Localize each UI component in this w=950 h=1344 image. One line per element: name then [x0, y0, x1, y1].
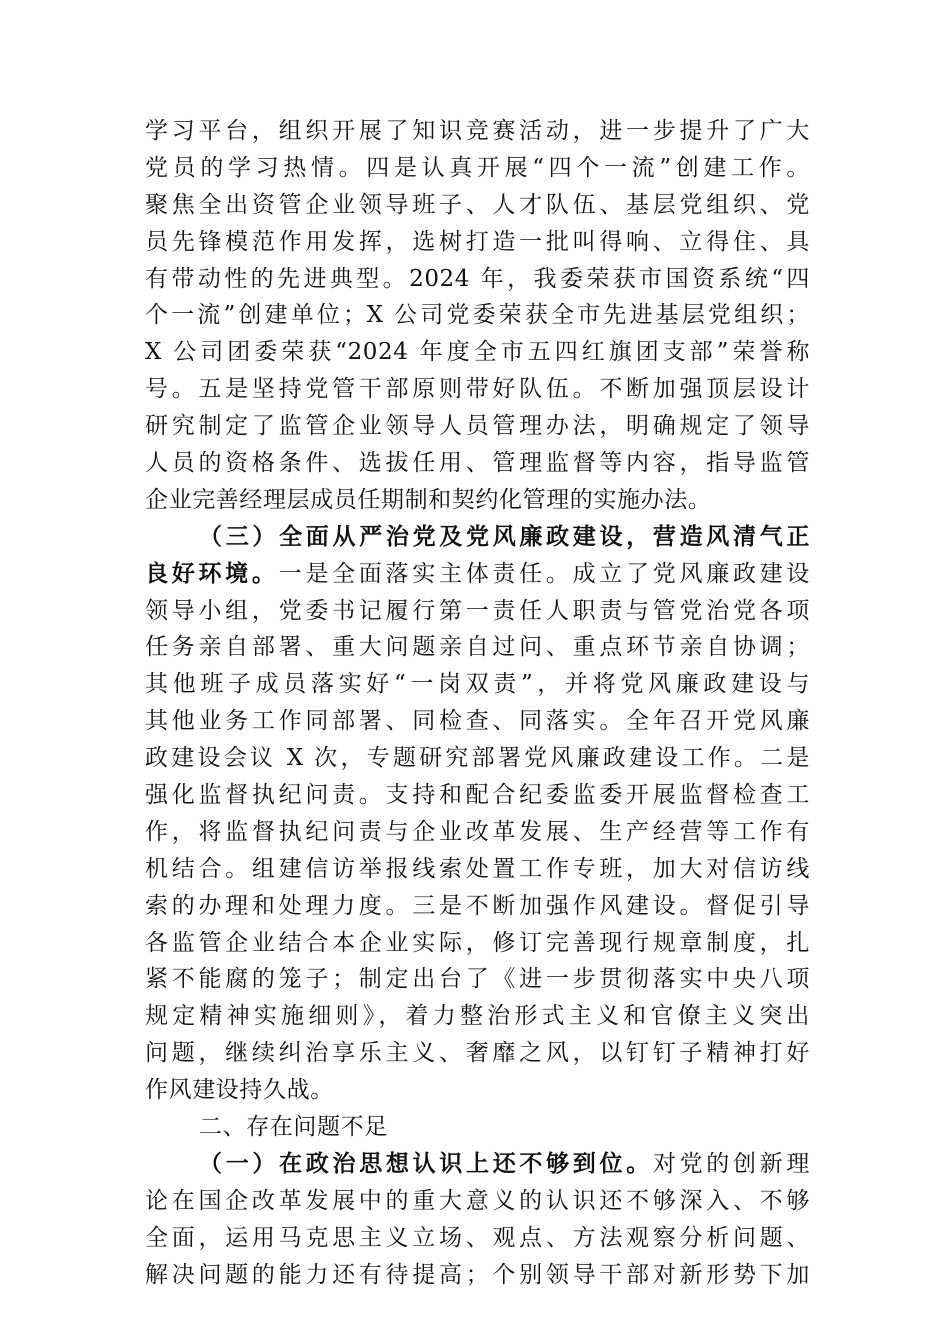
text-line: 政建设会议 X 次，专题研究部署党风廉政建设工作。二是: [145, 745, 810, 772]
text-line: 其他业务工作同部署、同检查、同落实。全年召开党风廉: [145, 708, 810, 735]
paragraph-continuation: [145, 113, 810, 519]
section-heading: 二、存在问题不足: [199, 1114, 388, 1141]
text-line: 规定精神实施细则》，着力整治形式主义和官僚主义突出: [145, 1003, 810, 1030]
text-line: X 公司团委荣获“2024 年度全市五四红旗团支部”荣誉称: [145, 339, 810, 366]
text-line: [145, 1146, 810, 1183]
text-line: 领导小组，党委书记履行第一责任人职责与管党治党各项: [145, 597, 810, 624]
text-line: 索的办理和处理力度。三是不断加强作风建设。督促引导: [145, 892, 810, 919]
text-line: 作，将监督执纪问责与企业改革发展、生产经营等工作有: [145, 818, 810, 845]
text-line: 作风建设持久战。: [145, 1077, 334, 1104]
text-line: 全面，运用马克思主义立场、观点、方法观察分析问题、: [145, 1224, 810, 1251]
text-fragment: 一是全面落实主体责任。成立了党风廉政建设: [278, 560, 810, 587]
text-line: 强化监督执纪问责。支持和配合纪委监委开展监督检查工: [145, 782, 810, 809]
paragraph-problems: [145, 1146, 810, 1294]
text-line: 个一流”创建单位；X 公司党委荣获全市先进基层党组织；: [145, 302, 810, 329]
text-line: 党员的学习热情。四是认真开展“四个一流”创建工作。: [145, 154, 810, 181]
text-line: 有带动性的先进典型。2024 年，我委荣获市国资系统“四: [145, 265, 810, 292]
text-line: 聚焦全出资管企业领导班子、人才队伍、基层党组织、党: [145, 191, 810, 218]
text-line: 各监管企业结合本企业实际，修订完善现行规章制度，扎: [145, 929, 810, 956]
text-fragment: 对党的创新理: [652, 1150, 810, 1177]
subheading-tail: 良好环境。: [145, 559, 279, 587]
text-line: 解决问题的能力还有待提高；个别领导干部对新形势下加: [145, 1261, 810, 1288]
subheading-line: （三）全面从严治党及党风廉政建设，营造风清气正: [199, 522, 810, 550]
text-line: [145, 556, 810, 593]
text-line: 机结合。组建信访举报线索处置工作专班，加大对信访线: [145, 855, 810, 882]
text-line: 号。五是坚持党管干部原则带好队伍。不断加强顶层设计: [145, 376, 810, 403]
text-line: 任务亲自部署、重大问题亲自过问、重点环节亲自协调；: [145, 634, 810, 661]
text-line: 其他班子成员落实好“一岗双责”，并将党风廉政建设与: [145, 671, 810, 698]
text-line: 研究制定了监管企业领导人员管理办法，明确规定了领导: [145, 413, 810, 440]
subheading-lead: （一）在政治思想认识上还不够到位。: [199, 1149, 653, 1177]
text-line: 论在国企改革发展中的重大意义的认识还不够深入、不够: [145, 1187, 810, 1214]
text-line: 员先锋模范作用发挥，选树打造一批叫得响、立得住、具: [145, 228, 810, 255]
paragraph-discipline: [145, 519, 810, 1109]
document-body: [145, 113, 810, 1294]
text-line: 紧不能腐的笼子；制定出台了《进一步贯彻落实中央八项: [145, 966, 810, 993]
text-line: 学习平台，组织开展了知识竞赛活动，进一步提升了广大: [145, 118, 810, 144]
text-line: 企业完善经理层成员任期制和契约化管理的实施办法。: [145, 486, 712, 513]
text-line: 人员的资格条件、选拔任用、管理监督等内容，指导监管: [145, 450, 810, 477]
text-line: 问题，继续纠治享乐主义、奢靡之风，以钉钉子精神打好: [145, 1040, 810, 1067]
